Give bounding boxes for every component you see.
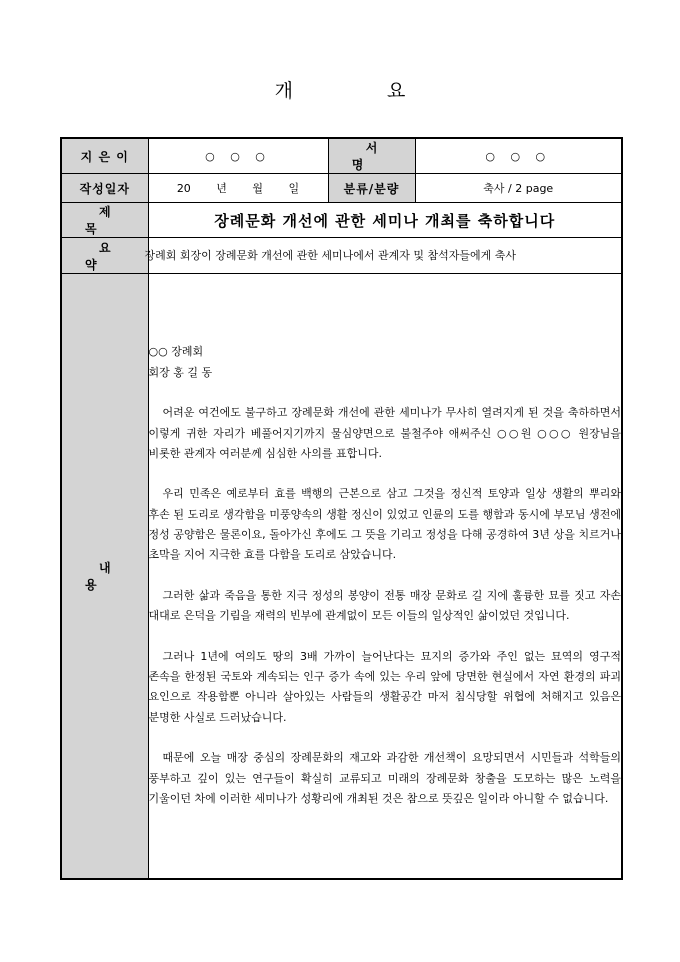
paragraph-4: 그러나 1년에 여의도 땅의 3배 가까이 늘어난다는 묘지의 증가와 주인 없는 묘역의 영구적 존속을 한정된 국토와 계속되는 인구 증가 속에 있는 우리 앞에 당면한 현실에서 자연 환경의 파괴 요인으로 작용함뿐 아니라 살아있는 사람들의 생활공간 마저 침식당할 위협에 처해지고 있음은 분명한 사실로 드러났습니다. xyxy=(148,649,621,724)
paragraph-1: 어려운 여건에도 불구하고 장례문화 개선에 관한 세미나가 무사히 열려지게 된 것을 축하하면서 이렇게 귀한 자리가 베풀어지기까지 물심양면으로 불철주야 애써주신 ○○원 ○○○ 원장님을 비롯한 관계자 여러분께 심심한 사의를 표합니다. xyxy=(148,406,621,460)
subject-row xyxy=(61,203,622,238)
speaker-name: 회장 홍 길 동 xyxy=(148,365,213,379)
summary-form-table xyxy=(60,137,623,880)
author-row xyxy=(61,138,622,174)
paragraph-5: 때문에 오늘 매장 중심의 장례문화의 재고와 과감한 개선책이 요망되면서 시민들과 석학들의 풍부하고 깊이 있는 연구들이 확실히 교류되고 미래의 장례문화 창출을 도모하는 많은 노력을 기울이던 차에 이러한 세미나가 성황리에 개최된 것은 참으로 뜻깊은 일이라 아니할 수 없습니다. xyxy=(148,751,621,805)
subject-label: 제 목 xyxy=(61,203,148,238)
paragraph-2: 우리 민족은 예로부터 효를 백행의 근본으로 삼고 그것을 정신적 토양과 일상 생활의 뿌리와 후손 된 도리로 생각함을 미풍양속의 생활 정신이 있었고 인륜의 도를 행함과 동시에 부모님 생전에 정성 공양함은 물론이요, 돌아가신 후에도 그 뜻을 기리고 정성을 다해 공경하여 3년 상을 치르거나 초막을 지어 지극한 효를 다함을 도리로 삼았습니다. xyxy=(148,487,621,562)
signature-value: ○ ○ ○ xyxy=(415,138,622,174)
author-label: 지 은 이 xyxy=(61,138,148,174)
paragraph-3: 그러한 삶과 죽음을 통한 지극 정성의 봉양이 전통 매장 문화로 길 지에 훌륭한 묘를 짓고 자손 대대로 은덕을 기림을 재력의 빈부에 관계없이 모든 이들의 일상적인 삶이었던 것입니다. xyxy=(148,588,621,623)
category-label: 분류/분량 xyxy=(328,174,415,203)
organization-name: ○○ 장례회 xyxy=(148,345,204,359)
author-value: ○ ○ ○ xyxy=(148,138,328,174)
category-value: 축사 / 2 page xyxy=(415,174,622,203)
subject-value: 장례문화 개선에 관한 세미나 개최를 축하합니다 xyxy=(148,203,622,238)
summary-label: 요 약 xyxy=(61,238,148,274)
content-label: 내 용 xyxy=(61,274,148,879)
summary-value: 장례회 회장이 장례문화 개선에 관한 세미나에서 관계자 및 참석자들에게 축사 xyxy=(148,238,622,274)
content-body xyxy=(148,274,622,879)
date-row xyxy=(61,174,622,203)
summary-row xyxy=(61,238,622,274)
date-value: 20 년 월 일 xyxy=(148,174,328,203)
document-title: 개 요 xyxy=(274,80,450,102)
content-row xyxy=(61,274,622,879)
date-label: 작성일자 xyxy=(61,174,148,203)
signature-label: 서 명 xyxy=(328,138,415,174)
